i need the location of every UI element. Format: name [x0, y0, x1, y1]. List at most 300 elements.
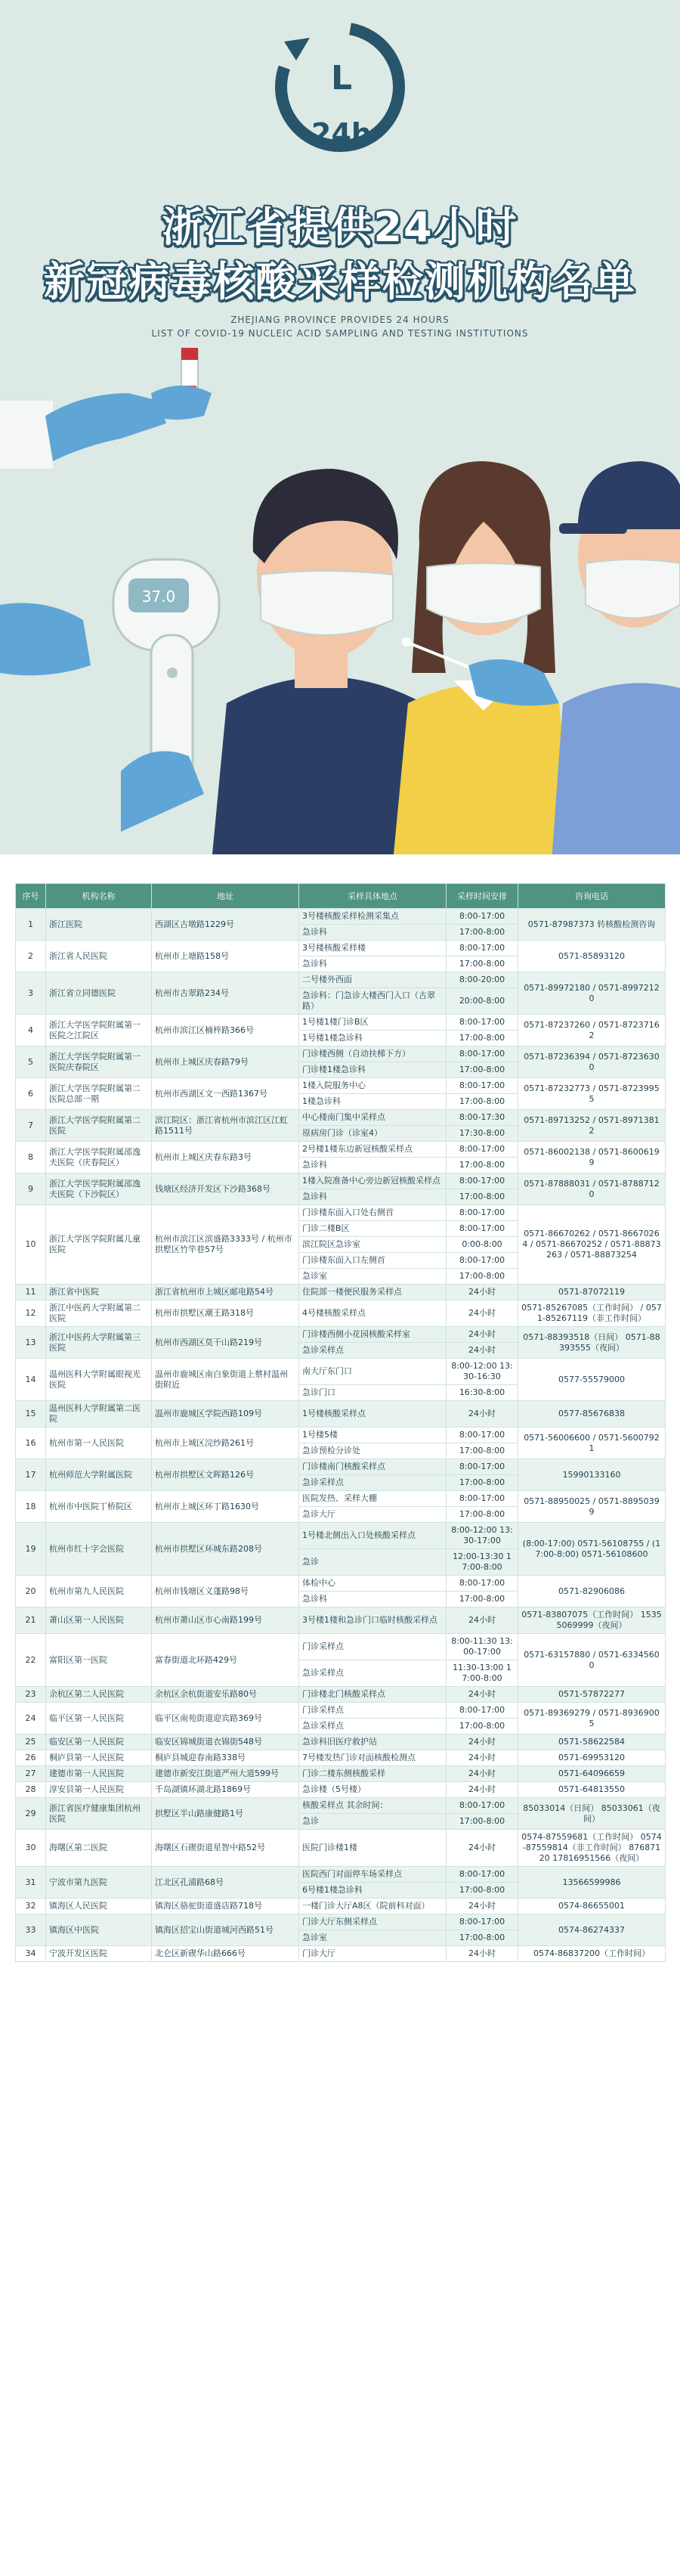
- cell-address: 镇海区骆驼街道盛店路718号: [152, 1899, 299, 1914]
- table-row: [16, 1703, 666, 1719]
- page-subtitle-line2: LIST OF COVID-19 NUCLEIC ACID SAMPLING AND TESTING INSTITUTIONS: [151, 328, 529, 339]
- cell-time: 8:00-17:00: [447, 1459, 518, 1475]
- cell-phone: 0574-86274337: [518, 1914, 666, 1946]
- cell-address: 江北区孔浦路68号: [152, 1867, 299, 1899]
- cell-time: 24小时: [447, 1343, 518, 1359]
- table-row: [16, 1046, 666, 1062]
- cell-time: 17:30-8:00: [447, 1126, 518, 1142]
- page-title-line1: 浙江省提供24小时: [162, 203, 518, 251]
- cell-site: 1楼急诊科: [299, 1094, 447, 1110]
- cell-address: 杭州市上城区浣纱路261号: [152, 1427, 299, 1459]
- cell-site: 中心楼南门集中采样点: [299, 1110, 447, 1126]
- cell-site: 门诊大厅: [299, 1946, 447, 1962]
- cell-time: 20:00-8:00: [447, 988, 518, 1015]
- cell-phone: 85033014（日间） 85033061（夜间）: [518, 1798, 666, 1830]
- cell-time: 8:00-17:00: [447, 1205, 518, 1221]
- cell-site: 医院西门对面停车场采样点: [299, 1867, 447, 1883]
- cell-address: 杭州市滨江区滨盛路3333号 / 杭州市拱墅区竹竿巷57号: [152, 1205, 299, 1285]
- cell-site: 急诊门口: [299, 1385, 447, 1401]
- cell-address: 西湖区古墩路1229号: [152, 909, 299, 941]
- cell-no: 9: [16, 1173, 46, 1205]
- cell-address: 杭州市拱墅区潮王路318号: [152, 1300, 299, 1327]
- table-row: [16, 1634, 666, 1660]
- cell-time: 17:00-8:00: [447, 1719, 518, 1734]
- cell-time: 24小时: [447, 1300, 518, 1327]
- table-row: [16, 1173, 666, 1189]
- cell-phone: 0571-87987373 转核酸检测咨询: [518, 909, 666, 941]
- cell-phone: 0571-87236394 / 0571-87236300: [518, 1046, 666, 1078]
- cell-time: 8:00-17:00: [447, 1867, 518, 1883]
- cell-site: 门诊楼南门核酸采样点: [299, 1459, 447, 1475]
- cell-time: 8:00-17:00: [447, 1173, 518, 1189]
- table-row: [16, 1327, 666, 1343]
- cell-no: 31: [16, 1867, 46, 1899]
- cell-phone: 0571-87072119: [518, 1285, 666, 1300]
- cell-time: 24小时: [447, 1607, 518, 1634]
- cell-address: 杭州市上塘路158号: [152, 941, 299, 972]
- cell-time: 8:00-11:30 13:00-17:00: [447, 1634, 518, 1660]
- cell-site: 4号楼核酸采样点: [299, 1300, 447, 1327]
- cell-time: 8:00-17:00: [447, 1078, 518, 1094]
- cell-phone: 0571-57872277: [518, 1687, 666, 1703]
- table-header-row: [16, 884, 666, 909]
- cell-time: 24小时: [447, 1734, 518, 1750]
- cell-address: 杭州市滨江区楠梓路366号: [152, 1015, 299, 1046]
- cell-site: 急诊室: [299, 1930, 447, 1946]
- cell-address: 杭州市上城区环丁路1630号: [152, 1491, 299, 1523]
- cell-time: 8:00-12:00 13:30-17:00: [447, 1523, 518, 1549]
- institution-table: [15, 883, 666, 1962]
- cell-phone: 0571-88393518（日间） 0571-88393555（夜间）: [518, 1327, 666, 1359]
- cell-time: 17:00-8:00: [447, 1883, 518, 1899]
- cell-name: 宁波市第九医院: [46, 1867, 152, 1899]
- cell-phone: 0574-86655001: [518, 1899, 666, 1914]
- cell-site: 核酸采样点 其余时间：: [299, 1798, 447, 1814]
- cell-site: 急诊科: [299, 1592, 447, 1607]
- col-header-address: 地址: [152, 884, 299, 909]
- cell-name: 富阳区第一医院: [46, 1634, 152, 1687]
- cell-time: 24小时: [447, 1830, 518, 1867]
- cell-site: 医院发热、采样大棚: [299, 1491, 447, 1507]
- cell-phone: 0571-64813550: [518, 1782, 666, 1798]
- cell-name: 浙江中医药大学附属第二医院: [46, 1300, 152, 1327]
- table-row: [16, 1523, 666, 1549]
- cell-site: 急诊大厅: [299, 1507, 447, 1523]
- cell-no: 34: [16, 1946, 46, 1962]
- cell-time: 17:00-8:00: [447, 1443, 518, 1459]
- table-row: [16, 1401, 666, 1427]
- table-row: [16, 1830, 666, 1867]
- cell-site: 急诊科：门急诊大楼西门入口（古翠路）: [299, 988, 447, 1015]
- cell-time: 8:00-17:00: [447, 1427, 518, 1443]
- cell-time: 17:00-8:00: [447, 1094, 518, 1110]
- cell-address: 杭州市拱墅区文晖路126号: [152, 1459, 299, 1491]
- cell-no: 33: [16, 1914, 46, 1946]
- cell-time: 17:00-8:00: [447, 1930, 518, 1946]
- cell-time: 17:00-8:00: [447, 956, 518, 972]
- cell-address: 余杭区余杭街道安乐路80号: [152, 1687, 299, 1703]
- cell-site: 1号楼北侧出入口处核酸采样点: [299, 1523, 447, 1549]
- table-row: [16, 1285, 666, 1300]
- table-row: [16, 1359, 666, 1385]
- cell-no: 7: [16, 1110, 46, 1142]
- cell-phone: 0571-86002138 / 0571-86006199: [518, 1142, 666, 1173]
- cell-time: 8:00-12:00 13:30-16:30: [447, 1359, 518, 1385]
- cell-phone: 0571-63157880 / 0571-63345600: [518, 1634, 666, 1687]
- cell-name: 萧山区第一人民医院: [46, 1607, 152, 1634]
- cell-site: 3号楼1楼和急诊门口临时核酸采样点: [299, 1607, 447, 1634]
- cell-time: 12:00-13:30 17:00-8:00: [447, 1549, 518, 1576]
- cell-address: 杭州市萧山区市心南路199号: [152, 1607, 299, 1634]
- cell-no: 4: [16, 1015, 46, 1046]
- cell-no: 27: [16, 1766, 46, 1782]
- col-header-no: 序号: [16, 884, 46, 909]
- cell-phone: 0571-87237260 / 0571-87237162: [518, 1015, 666, 1046]
- cell-address: 北仑区新碶华山路666号: [152, 1946, 299, 1962]
- table-row: [16, 909, 666, 925]
- cell-time: 8:00-17:00: [447, 1221, 518, 1237]
- cell-time: 24小时: [447, 1401, 518, 1427]
- table-row: [16, 1766, 666, 1782]
- cell-time: 8:00-17:30: [447, 1110, 518, 1126]
- cell-site: 门诊楼西侧小花园核酸采样室: [299, 1327, 447, 1343]
- cell-site: 门诊采样点: [299, 1703, 447, 1719]
- cell-site: 急诊科旧医疗救护站: [299, 1734, 447, 1750]
- cell-address: 杭州市上城区庆春东路3号: [152, 1142, 299, 1173]
- cell-time: 17:00-8:00: [447, 1475, 518, 1491]
- cell-time: 8:00-17:00: [447, 1703, 518, 1719]
- cell-time: 8:00-17:00: [447, 1046, 518, 1062]
- cell-name: 临安区第一人民医院: [46, 1734, 152, 1750]
- cell-phone: 0571-83807075（工作时间） 15355069999（夜间）: [518, 1607, 666, 1634]
- table-row: [16, 1750, 666, 1766]
- cell-time: 8:00-17:00: [447, 941, 518, 956]
- cell-site: 1号楼5楼: [299, 1427, 447, 1443]
- clock-24h-label: 24h: [311, 117, 372, 150]
- cell-no: 10: [16, 1205, 46, 1285]
- table-row: [16, 1300, 666, 1327]
- clock-letter: L: [330, 59, 353, 98]
- cell-time: 24小时: [447, 1750, 518, 1766]
- col-header-phone: 咨询电话: [518, 884, 666, 909]
- cell-site: 住院部一楼便民服务采样点: [299, 1285, 447, 1300]
- cell-time: 24小时: [447, 1327, 518, 1343]
- cell-phone: 0577-85676838: [518, 1401, 666, 1427]
- cell-time: 24小时: [447, 1687, 518, 1703]
- cell-phone: 0571-87232773 / 0571-87239955: [518, 1078, 666, 1110]
- cell-no: 29: [16, 1798, 46, 1830]
- cell-phone: 0571-82906086: [518, 1576, 666, 1607]
- cell-address: 临安区锦城街道衣锦街548号: [152, 1734, 299, 1750]
- cell-time: 8:00-17:00: [447, 1576, 518, 1592]
- cell-phone: 0577-55579000: [518, 1359, 666, 1401]
- cell-no: 26: [16, 1750, 46, 1766]
- cell-site: 急诊科: [299, 1189, 447, 1205]
- table-row: [16, 1491, 666, 1507]
- cell-site: 急诊采样点: [299, 1343, 447, 1359]
- cell-address: 千岛湖镇环湖北路1869号: [152, 1782, 299, 1798]
- table-row: [16, 1734, 666, 1750]
- cell-name: 浙江医院: [46, 909, 152, 941]
- cell-no: 25: [16, 1734, 46, 1750]
- cell-name: 浙江大学医学院附属第二医院: [46, 1110, 152, 1142]
- cell-site: 1号楼1楼急诊科: [299, 1031, 447, 1046]
- cell-site: 急诊采样点: [299, 1719, 447, 1734]
- table-row: [16, 1015, 666, 1031]
- cell-site: 急诊采样点: [299, 1660, 447, 1687]
- cell-address: 杭州市钱塘区义蓬路98号: [152, 1576, 299, 1607]
- cell-address: 杭州市西湖区莫干山路219号: [152, 1327, 299, 1359]
- cell-no: 11: [16, 1285, 46, 1300]
- cell-name: 建德市第一人民医院: [46, 1766, 152, 1782]
- cell-time: 24小时: [447, 1766, 518, 1782]
- table-row: [16, 1687, 666, 1703]
- cell-site: 2号楼1楼东边新冠核酸采样点: [299, 1142, 447, 1158]
- cell-phone: 0571-89713252 / 0571-89713812: [518, 1110, 666, 1142]
- table-row: [16, 1459, 666, 1475]
- cell-name: 杭州师范大学附属医院: [46, 1459, 152, 1491]
- cell-no: 3: [16, 972, 46, 1015]
- cell-no: 32: [16, 1899, 46, 1914]
- cell-name: 温州医科大学附属眼视光医院: [46, 1359, 152, 1401]
- cell-phone: 0571-87888031 / 0571-87887120: [518, 1173, 666, 1205]
- cell-name: 浙江大学医学院附属第一医院庆春院区: [46, 1046, 152, 1078]
- cell-time: 24小时: [447, 1782, 518, 1798]
- clock-24h-icon: [0, 0, 680, 189]
- cell-phone: 0571-85267085（工作时间） / 0571-85267119（非工作时间）: [518, 1300, 666, 1327]
- table-row: [16, 1798, 666, 1814]
- cell-no: 16: [16, 1427, 46, 1459]
- cell-address: 温州市鹿城区南白象街道上蔡村温州街附近: [152, 1359, 299, 1401]
- cell-site: 门诊楼西侧（自动扶梯下方）: [299, 1046, 447, 1062]
- cell-name: 浙江大学医学院附属第一医院之江院区: [46, 1015, 152, 1046]
- cell-phone: 0574-87559681（工作时间） 0574-87559814（非工作时间） 87687120 17816951566（夜间）: [518, 1830, 666, 1867]
- cell-site: 6号楼1楼急诊科: [299, 1883, 447, 1899]
- cell-time: 8:00-17:00: [447, 1798, 518, 1814]
- cell-phone: (8:00-17:00) 0571-56108755 / (17:00-8:00) 0571-56108600: [518, 1523, 666, 1576]
- cell-name: 浙江大学医学院附属邵逸夫医院（下沙院区）: [46, 1173, 152, 1205]
- cell-address: 建德市新安江街道严州大道599号: [152, 1766, 299, 1782]
- cell-time: 8:00-17:00: [447, 1253, 518, 1269]
- testing-illustration: [0, 348, 680, 854]
- person-woman: [393, 461, 574, 854]
- cell-name: 浙江大学医学院附属第二医院总部一期: [46, 1078, 152, 1110]
- cell-time: 8:00-20:00: [447, 972, 518, 988]
- cell-name: 温州医科大学附属第二医院: [46, 1401, 152, 1427]
- cell-time: 17:00-8:00: [447, 925, 518, 941]
- cell-phone: 0571-56006600 / 0571-56007921: [518, 1427, 666, 1459]
- cell-address: 富春街道北环路429号: [152, 1634, 299, 1687]
- cell-time: 17:00-8:00: [447, 1031, 518, 1046]
- cell-phone: 0571-89369279 / 0571-89369005: [518, 1703, 666, 1734]
- cell-time: 24小时: [447, 1285, 518, 1300]
- hand-with-test-tube: [0, 348, 212, 469]
- cell-site: 门诊二楼东侧核酸采样: [299, 1766, 447, 1782]
- cell-name: 杭州市第一人民医院: [46, 1427, 152, 1459]
- page-title-line2: 新冠病毒核酸采样检测机构名单: [44, 258, 636, 305]
- table-row: [16, 1142, 666, 1158]
- cell-phone: 0571-88950025 / 0571-88950399: [518, 1491, 666, 1523]
- cell-address: 海曙区石碶街道星智中路52号: [152, 1830, 299, 1867]
- cell-name: 杭州市第九人民医院: [46, 1576, 152, 1607]
- cell-time: 17:00-8:00: [447, 1189, 518, 1205]
- col-header-time: 采样时间安排: [447, 884, 518, 909]
- cell-phone: 0571-89972180 / 0571-89972120: [518, 972, 666, 1015]
- cell-site: 1号楼1楼门诊B区: [299, 1015, 447, 1031]
- cell-address: 浙江省杭州市上城区邮电路54号: [152, 1285, 299, 1300]
- cell-time: 8:00-17:00: [447, 1142, 518, 1158]
- cell-name: 浙江中医药大学附属第三医院: [46, 1327, 152, 1359]
- table-row: [16, 1782, 666, 1798]
- table-row: [16, 1867, 666, 1883]
- cell-address: 温州市鹿城区学院西路109号: [152, 1401, 299, 1427]
- cell-address: 桐庐县城迎春南路338号: [152, 1750, 299, 1766]
- table-row: [16, 972, 666, 988]
- cell-no: 1: [16, 909, 46, 941]
- cell-site: 3号楼核酸采样检测采集点: [299, 909, 447, 925]
- cell-site: 急诊采样点: [299, 1475, 447, 1491]
- cell-address: 杭州市西湖区文一西路1367号: [152, 1078, 299, 1110]
- cell-site: 门诊大厅东侧采样点: [299, 1914, 447, 1930]
- cell-name: 杭州市中医院丁桥院区: [46, 1491, 152, 1523]
- table-body: [16, 909, 666, 1962]
- institution-table-container: [0, 854, 680, 2576]
- table-row: [16, 1607, 666, 1634]
- cell-site: 门诊二楼B区: [299, 1221, 447, 1237]
- cell-site: 二号楼外西面: [299, 972, 447, 988]
- cell-phone: 0574-86837200（工作时间）: [518, 1946, 666, 1962]
- cell-no: 21: [16, 1607, 46, 1634]
- table-row: [16, 1110, 666, 1126]
- cell-name: 浙江大学医学院附属邵逸夫医院（庆春院区）: [46, 1142, 152, 1173]
- cell-site: 原病房门诊（诊室4）: [299, 1126, 447, 1142]
- cell-address: 钱塘区经济开发区下沙路368号: [152, 1173, 299, 1205]
- cell-no: 23: [16, 1687, 46, 1703]
- cell-time: 0:00-8:00: [447, 1237, 518, 1253]
- thermometer-reading: 37.0: [141, 587, 176, 606]
- table-row: [16, 1078, 666, 1094]
- cell-name: 浙江省立同德医院: [46, 972, 152, 1015]
- cell-name: 桐庐县第一人民医院: [46, 1750, 152, 1766]
- cell-site: 7号楼发热门诊对面核酸检测点: [299, 1750, 447, 1766]
- cell-no: 13: [16, 1327, 46, 1359]
- cell-no: 15: [16, 1401, 46, 1427]
- cell-address: 临平区南苑街道迎宾路369号: [152, 1703, 299, 1734]
- cell-phone: 0571-64096659: [518, 1766, 666, 1782]
- cell-phone: 13566599986: [518, 1867, 666, 1899]
- cell-name: 浙江省中医院: [46, 1285, 152, 1300]
- cell-name: 余杭区第二人民医院: [46, 1687, 152, 1703]
- cell-site: 门诊楼1楼急诊科: [299, 1062, 447, 1078]
- table-row: [16, 1427, 666, 1443]
- cell-site: 体检中心: [299, 1576, 447, 1592]
- cell-site: 急诊楼（5号楼）: [299, 1782, 447, 1798]
- cell-no: 2: [16, 941, 46, 972]
- cell-no: 20: [16, 1576, 46, 1607]
- cell-phone: 0571-86670262 / 0571-86670264 / 0571-86670252 / 0571-88873263 / 0571-88873254: [518, 1205, 666, 1285]
- cell-site: 1号楼核酸采样点: [299, 1401, 447, 1427]
- cell-site: 1楼入院服务中心: [299, 1078, 447, 1094]
- cell-time: 11:30-13:00 17:00-8:00: [447, 1660, 518, 1687]
- table-row: [16, 1914, 666, 1930]
- cell-name: 临平区第一人民医院: [46, 1703, 152, 1734]
- cell-time: 17:00-8:00: [447, 1592, 518, 1607]
- page-subtitle-line1: ZHEJIANG PROVINCE PROVIDES 24 HOURS: [230, 315, 450, 325]
- cell-name: 浙江省人民医院: [46, 941, 152, 972]
- cell-no: 28: [16, 1782, 46, 1798]
- cell-site: 急诊科: [299, 925, 447, 941]
- cell-time: 16:30-8:00: [447, 1385, 518, 1401]
- cell-site: 医院门诊楼1楼: [299, 1830, 447, 1867]
- cell-time: 8:00-17:00: [447, 1015, 518, 1031]
- cell-site: 3号楼核酸采样楼: [299, 941, 447, 956]
- cell-no: 18: [16, 1491, 46, 1523]
- cell-site: 急诊科: [299, 1158, 447, 1173]
- cell-time: 17:00-8:00: [447, 1269, 518, 1285]
- cell-name: 浙江大学医学院附属儿童医院: [46, 1205, 152, 1285]
- cell-site: 南大厅东门口: [299, 1359, 447, 1385]
- table-row: [16, 1946, 666, 1962]
- cell-time: 17:00-8:00: [447, 1814, 518, 1830]
- cell-time: 8:00-17:00: [447, 1914, 518, 1930]
- thermometer-gun: [0, 560, 219, 832]
- col-header-site: 采样具体地点: [299, 884, 447, 909]
- cell-time: 17:00-8:00: [447, 1507, 518, 1523]
- cell-phone: 0571-69953120: [518, 1750, 666, 1766]
- col-header-name: 机构名称: [46, 884, 152, 909]
- cell-site: 急诊室: [299, 1269, 447, 1285]
- hero-banner: [0, 0, 680, 854]
- cell-address: 杭州市上城区庆春路79号: [152, 1046, 299, 1078]
- cell-no: 5: [16, 1046, 46, 1078]
- table-row: [16, 1205, 666, 1221]
- cell-site: 急诊: [299, 1549, 447, 1576]
- cell-site: 一楼门诊大厅A8区（院前科对面）: [299, 1899, 447, 1914]
- cell-address: 拱墅区半山路康健路1号: [152, 1798, 299, 1830]
- cell-time: 17:00-8:00: [447, 1158, 518, 1173]
- cell-no: 14: [16, 1359, 46, 1401]
- table-row: [16, 941, 666, 956]
- cell-site: 急诊科: [299, 956, 447, 972]
- cell-name: 海曙区第二医院: [46, 1830, 152, 1867]
- cell-address: 镇海区招宝山街道城河西路51号: [152, 1914, 299, 1946]
- cell-no: 6: [16, 1078, 46, 1110]
- cell-site: 门诊采样点: [299, 1634, 447, 1660]
- cell-no: 8: [16, 1142, 46, 1173]
- cell-site: 门诊楼东面入口处右侧首: [299, 1205, 447, 1221]
- cell-no: 12: [16, 1300, 46, 1327]
- cell-time: 24小时: [447, 1946, 518, 1962]
- cell-no: 24: [16, 1703, 46, 1734]
- cell-site: 急诊预检分诊处: [299, 1443, 447, 1459]
- table-row: [16, 1576, 666, 1592]
- cell-name: 浙江省医疗健康集团杭州医院: [46, 1798, 152, 1830]
- cell-no: 17: [16, 1459, 46, 1491]
- cell-site: 门诊楼北门核酸采样点: [299, 1687, 447, 1703]
- table-row: [16, 1899, 666, 1914]
- cell-address: 杭州市拱墅区环城东路208号: [152, 1523, 299, 1576]
- cell-time: 24小时: [447, 1899, 518, 1914]
- person-cap: [552, 461, 680, 854]
- cell-time: 8:00-17:00: [447, 909, 518, 925]
- cell-address: 滨江院区：浙江省杭州市滨江区江虹路1511号: [152, 1110, 299, 1142]
- cell-time: 8:00-17:00: [447, 1491, 518, 1507]
- cell-name: 杭州市红十字会医院: [46, 1523, 152, 1576]
- cell-site: 急诊: [299, 1814, 447, 1830]
- cell-phone: 15990133160: [518, 1459, 666, 1491]
- cell-phone: 0571-85893120: [518, 941, 666, 972]
- cell-name: 淳安县第一人民医院: [46, 1782, 152, 1798]
